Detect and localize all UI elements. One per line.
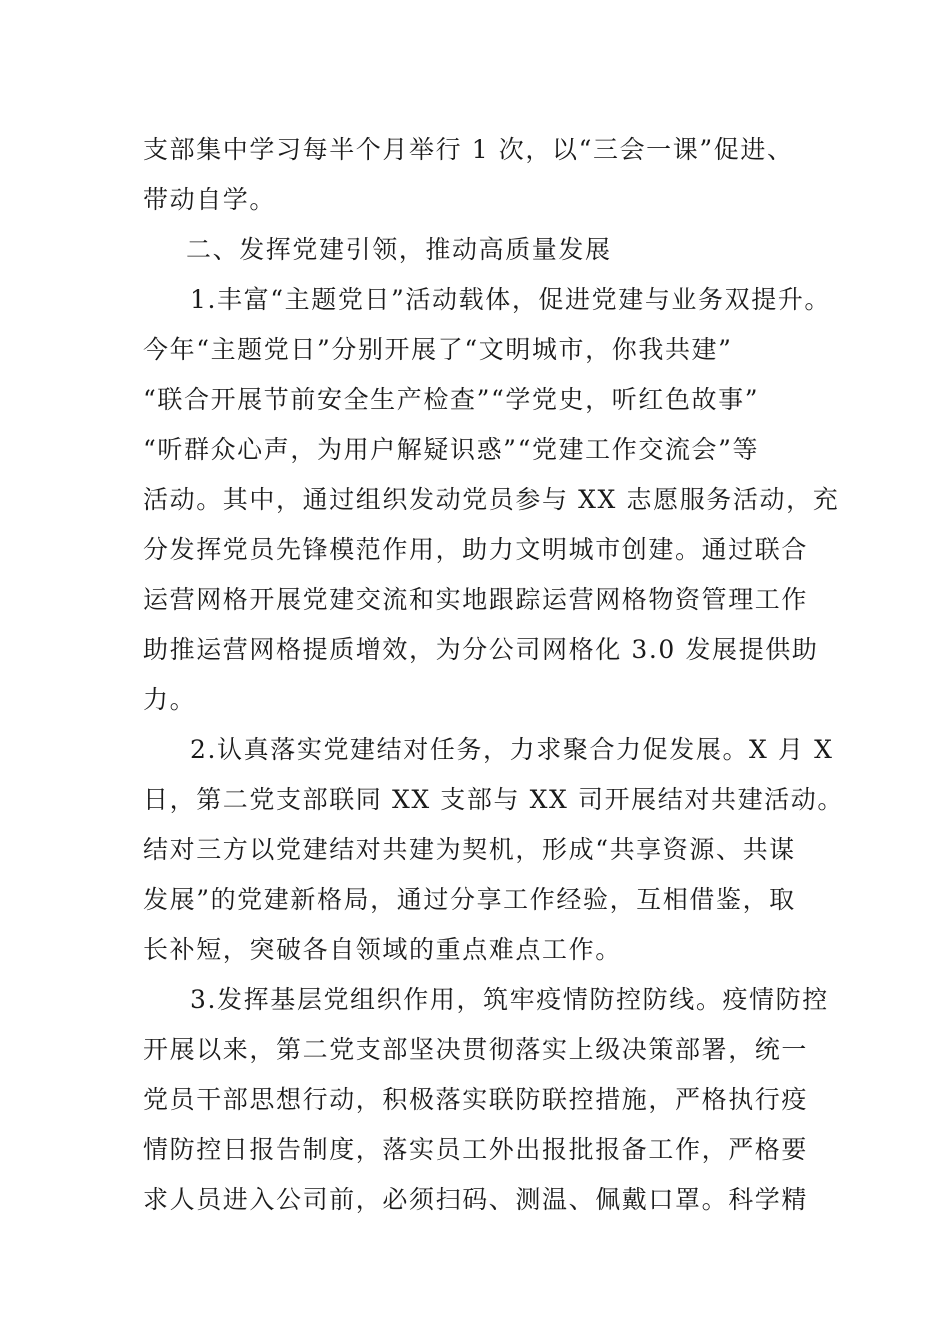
- text-line: 求人员进入公司前，必须扫码、测温、佩戴口罩。科学精: [143, 1185, 809, 1214]
- paragraph-heading-2: 2.认真落实党建结对任务，力求聚合力促发展。X 月 X: [190, 735, 834, 764]
- section-heading: 二、发挥党建引领，推动高质量发展: [186, 235, 612, 264]
- text-line: 党员干部思想行动，积极落实联防联控措施，严格执行疫: [143, 1085, 809, 1114]
- text-line: 力。: [143, 685, 197, 714]
- text-line: 结对三方以党建结对共建为契机，形成“共享资源、共谋: [143, 835, 796, 864]
- text-line: 支部集中学习每半个月举行 1 次，以“三会一课”促进、: [143, 135, 794, 164]
- text-line: 活动。其中，通过组织发动党员参与 XX 志愿服务活动，充: [143, 485, 840, 514]
- text-line: 助推运营网格提质增效，为分公司网格化 3.0 发展提供助: [143, 635, 819, 664]
- text-line: 长补短，突破各自领域的重点难点工作。: [143, 935, 622, 964]
- text-line: 今年“主题党日”分别开展了“文明城市，你我共建”: [143, 335, 733, 364]
- text-line: 发展”的党建新格局，通过分享工作经验，互相借鉴，取: [143, 885, 796, 914]
- paragraph-heading-3: 3.发挥基层党组织作用，筑牢疫情防控防线。疫情防控: [190, 985, 829, 1014]
- paragraph-heading-1: 1.丰富“主题党日”活动载体，促进党建与业务双提升。: [190, 285, 832, 314]
- text-line: 开展以来，第二党支部坚决贯彻落实上级决策部署，统一: [143, 1035, 809, 1064]
- text-line: 分发挥党员先锋模范作用，助力文明城市创建。通过联合: [143, 535, 809, 564]
- text-line: 运营网格开展党建交流和实地跟踪运营网格物资管理工作: [143, 585, 809, 614]
- text-line: “联合开展节前安全生产检查”“学党史，听红色故事”: [143, 385, 760, 414]
- text-line: 情防控日报告制度，落实员工外出报批报备工作，严格要: [143, 1135, 809, 1164]
- text-line: “听群众心声，为用户解疑识惑”“党建工作交流会”等: [143, 435, 760, 464]
- text-line: 日，第二党支部联同 XX 支部与 XX 司开展结对共建活动。: [143, 785, 844, 814]
- text-line: 带动自学。: [143, 185, 277, 214]
